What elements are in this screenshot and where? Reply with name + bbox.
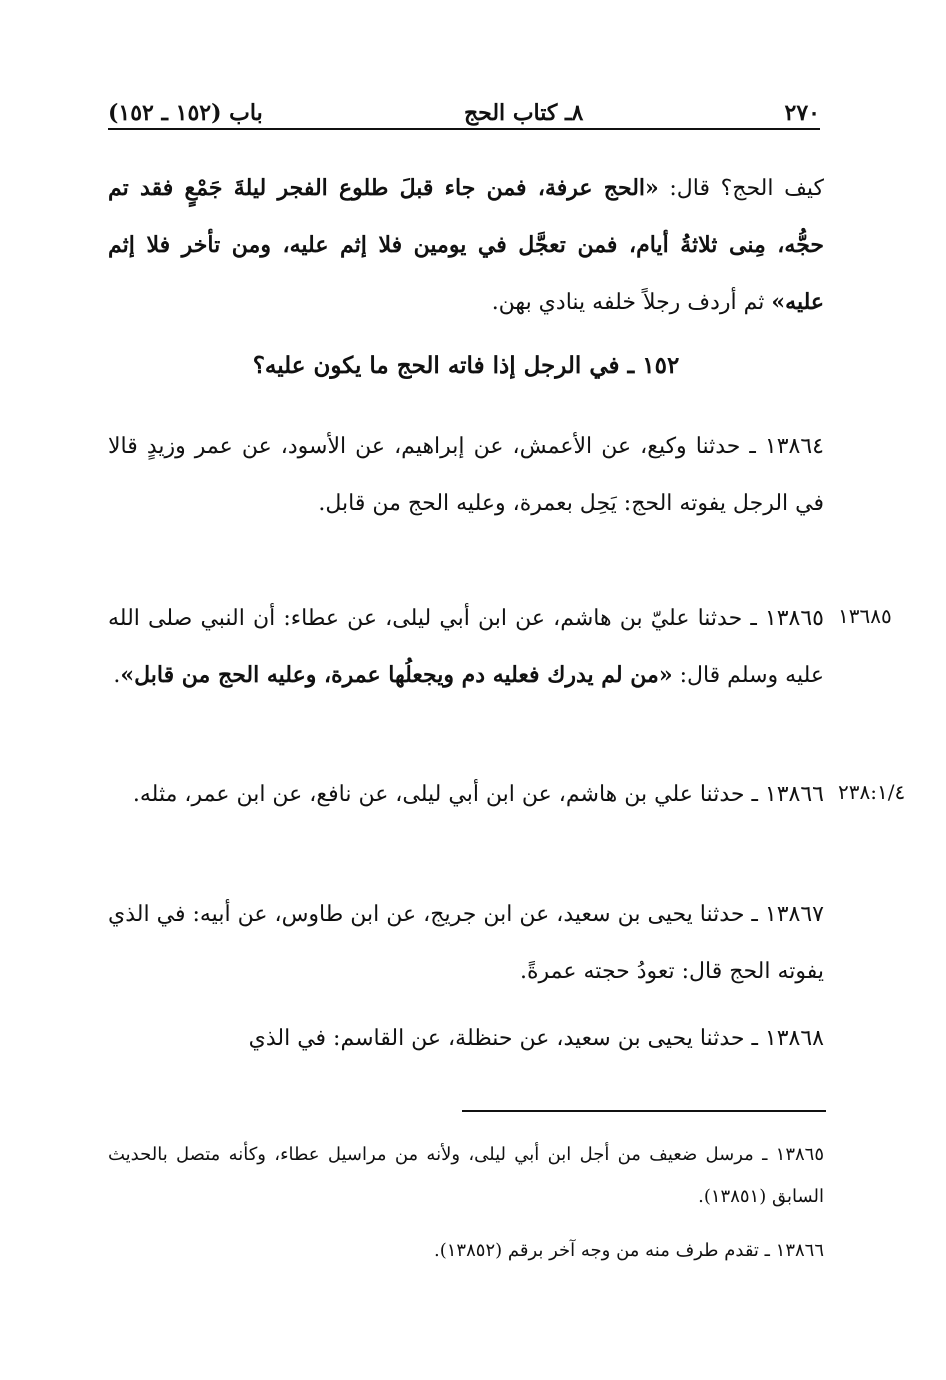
intro-lead: كيف الحج؟ قال:: [658, 176, 824, 201]
intro-tail: ثم أردف رجلاً خلفه ينادي بهن.: [491, 290, 772, 315]
hadith-13864: [108, 418, 824, 532]
margin-ref-13865: ١٣٦٨٥: [838, 604, 892, 628]
book-title: ٨ـ كتاب الحج: [463, 100, 584, 126]
footnote-13865: ١٣٨٦٥ ـ مرسل ضعيف من أجل ابن أبي ليلى، ولأنه من مراسيل عطاء، وكأنه متصل بالحديث السابق (١٣٨٥١).: [108, 1144, 824, 1207]
section-heading: ١٥٢ ـ في الرجل إذا فاته الحج ما يكون عليه؟: [252, 352, 680, 379]
hadith-13868: [108, 1010, 824, 1067]
footnote-rule: [462, 1110, 826, 1112]
hadith-13867: [108, 886, 824, 1000]
hadith-13867-text: ١٣٨٦٧ ـ حدثنا يحيى بن سعيد، عن ابن جريج، عن ابن طاوس، عن أبيه: في الذي يفوته الحج قال: تعودُ حجته عمرةً.: [108, 902, 824, 984]
page-number: ٢٧٠: [784, 100, 820, 126]
hadith-13865-tail: .: [113, 663, 121, 688]
hadith-13866: [108, 766, 824, 823]
header-rule: [108, 128, 820, 130]
hadith-13868-text: ١٣٨٦٨ ـ حدثنا يحيى بن سعيد، عن حنظلة، عن القاسم: في الذي: [248, 1026, 824, 1051]
margin-ref-13866: ٢٣٨:١/٤: [838, 780, 906, 804]
hadith-13866-text: ١٣٨٦٦ ـ حدثنا علي بن هاشم، عن ابن أبي ليلى، عن نافع، عن ابن عمر، مثله.: [132, 782, 824, 807]
footnote-13866: ١٣٨٦٦ ـ تقدم طرف منه من وجه آخر برقم (١٣٨٥٢).: [434, 1240, 824, 1261]
hadith-13865-lead: ١٣٨٦٥ ـ حدثنا عليّ بن هاشم، عن ابن أبي ليلى، عن عطاء: أن النبي صلى الله عليه وسلم قال:: [108, 606, 824, 688]
hadith-13865-quote: «من لم يدرك فعليه دم ويجعلُها عمرة، وعليه الحج من قابل»: [120, 662, 673, 688]
chapter-range: باب (١٥٢ ـ ١٥٢): [108, 100, 263, 126]
intro-paragraph: [108, 160, 824, 331]
intro-quote: «الحج عرفة، فمن جاء قبلَ طلوع الفجر ليلةَ جَمْعٍ فقد تم حجُّه، مِنى ثلاثةُ أيام، فمن تعجَّل في يومين فلا إثم عليه، ومن تأخر فلا إثم عليه»: [108, 175, 824, 315]
page-header: [108, 82, 820, 126]
hadith-13865: [108, 590, 824, 704]
hadith-13864-text: ١٣٨٦٤ ـ حدثنا وكيع، عن الأعمش، عن إبراهيم، عن الأسود، عن عمر وزيدٍ قالا في الرجل يفوته الحج: يَحِل بعمرة، وعليه الحج من قابل.: [108, 434, 824, 516]
